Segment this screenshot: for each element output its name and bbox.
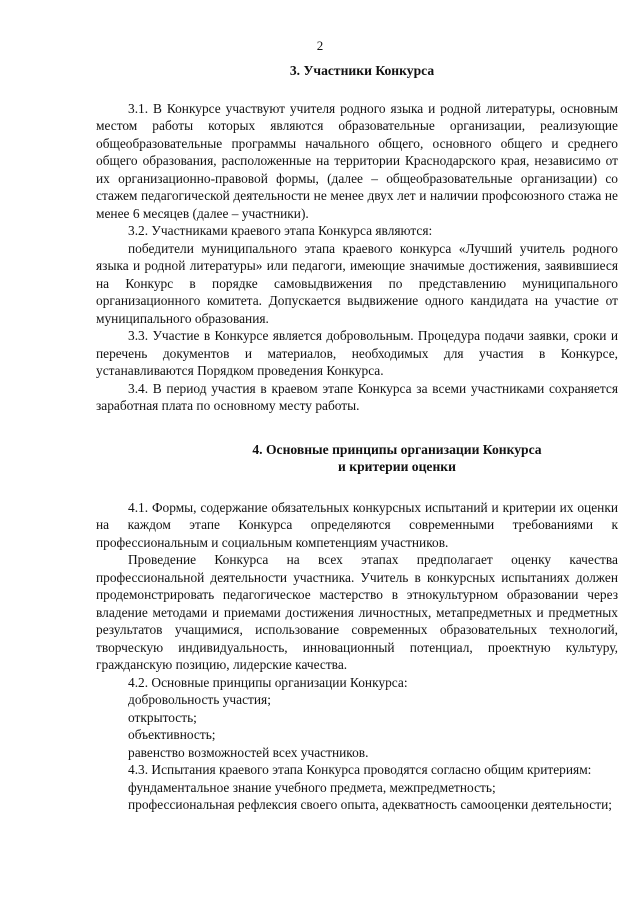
section-3-heading: 3. Участники Конкурса — [289, 63, 435, 78]
paragraph-3-2: 3.2. Участниками краевого этапа Конкурса являются: — [128, 223, 433, 238]
document-body — [96, 62, 618, 814]
paragraph-3-4: 3.4. В период участия в краевом этапе Конкурса за всеми участниками сохраняется заработная плата по основному месту работы. — [96, 380, 618, 413]
paragraph-3-3: 3.3. Участие в Конкурсе является добровольным. Процедура подачи заявки, сроки и перечень документов и материалов, необходимых для участия в Конкурсе, устанавливаются Порядком проведения Конкурса. — [96, 328, 618, 378]
paragraph-4-3: 4.3. Испытания краевого этапа Конкурса проводятся согласно общим критериям: — [128, 762, 592, 777]
paragraph-3-2-body: победители муниципального этапа краевого конкурса «Лучший учитель родного языка и родной литературы» или педагоги, имеющие значимые достижения, заявившиеся на Конкурс в порядке самовыдвижения по представлению муниципального организационного комитета. Допускается выдвижение одного кандидата на участие от муниципального образования. — [96, 240, 618, 326]
page-number: 2 — [316, 38, 324, 53]
principle-item: равенство возможностей всех участников. — [128, 744, 369, 760]
paragraph-4-1-cont: Проведение Конкурса на всех этапах предполагает оценку качества профессиональной деятельности участника. Учитель в конкурсных испытаниях должен продемонстрировать педагогическое мастерство в этнокультурном образовании через владение методами и приемами достижения личностных, метапредметных и предметных результатов учащимися, использование современных образовательных технологий, творческую индивидуальность, инновационный потенциал, проектную культуру, гражданскую позицию, лидерские качества. — [96, 552, 618, 672]
criterion-item: профессиональная рефлексия своего опыта, адекватность самооценки деятельности; — [128, 797, 612, 812]
section-4-heading — [96, 441, 618, 476]
section-4-heading-line-1: 4. Основные принципы организации Конкурса — [252, 441, 542, 457]
paragraph-4-2: 4.2. Основные принципы организации Конкурса: — [128, 674, 408, 690]
paragraph-4-1: 4.1. Формы, содержание обязательных конкурсных испытаний и критерии их оценки на каждом этапе Конкурса определяются современными требованиями к профессиональным и социальным компетенциям участников. — [96, 499, 618, 550]
principle-item: объективность; — [128, 727, 216, 742]
paragraph-3-1: 3.1. В Конкурсе участвуют учителя родного языка и родной литературы, основным местом работы которых являются образовательные организации, реализующие общеобразовательные программы начального общего, основного общего и среднего общего образования, расположенные на территории Краснодарского края, независимо от их организационно-правовой формы, (далее – общеобразовательные организации) со стажем педагогической деятельности не менее двух лет и наличии профсоюзного стажа не менее 6 месяцев (далее – участники). — [96, 100, 618, 221]
principle-item: открытость; — [128, 709, 197, 725]
principle-item: добровольность участия; — [128, 692, 271, 707]
section-4-heading-line-2: и критерии оценки — [338, 459, 456, 474]
criterion-item: фундаментальное знание учебного предмета, межпредметность; — [128, 779, 496, 795]
